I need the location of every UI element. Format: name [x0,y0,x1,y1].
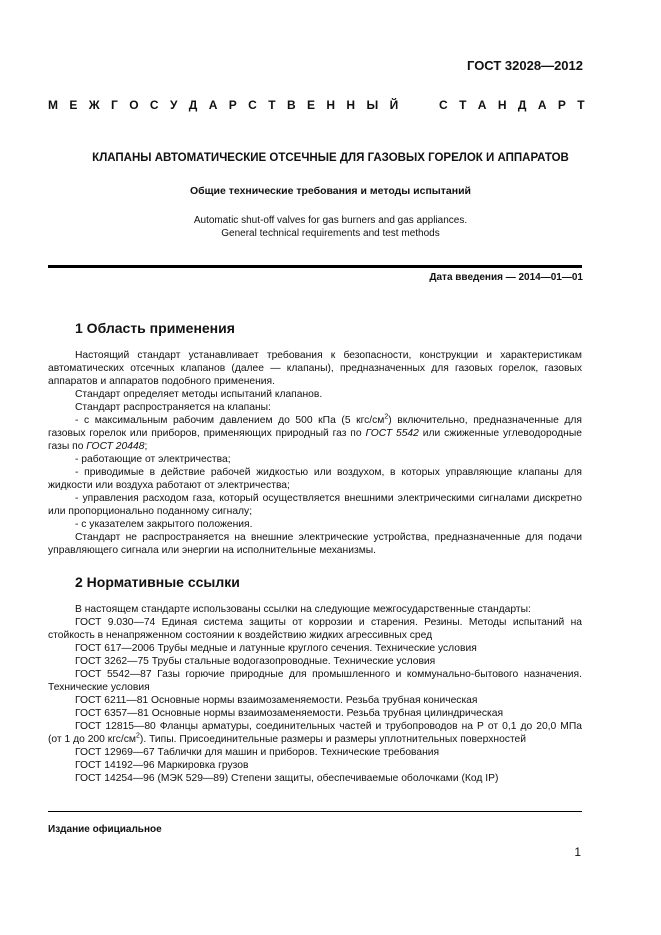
reference-item: ГОСТ 617—2006 Трубы медные и латунные круглого сечения. Технические условия [75,643,477,654]
paragraph: В настоящем стандарте использованы ссылки на следующие межгосударственные стандарты: [75,604,531,615]
list-item: - с указателем закрытого положения. [75,519,253,530]
heading-letter: Т [459,98,467,112]
reference-item: ГОСТ 6357—81 Основные нормы взаимозаменяемости. Резьба трубная цилиндрическая [75,708,504,719]
heading-letter: В [286,98,296,112]
reference-item: ГОСТ 14192—96 Маркировка грузов [75,760,249,771]
section-2-body [48,603,582,785]
heading-letter: Е [69,98,78,112]
reference-item: ГОСТ 12969—67 Таблички для машин и приборов. Технические требования [75,747,440,758]
heading-letter: Т [268,98,276,112]
footer-divider [48,811,582,812]
paragraph: Стандарт распространяется на клапаны: [75,402,271,413]
heading-letter: Й [389,98,399,112]
heading-letter: О [129,98,139,112]
heading-letter: Ж [88,98,100,112]
reference-item: ГОСТ 14254—96 (МЭК 529—89) Степени защиты, обеспечиваемые оболочками (Код IP) [75,773,499,784]
reference-link: ГОСТ 5542 [365,428,419,439]
list-item: - с максимальным рабочим давлением до 500 кПа (5 кгс/$см^2$) включительно, предназначенные для газовых горелок или приборов, применяющих природный газ по ГОСТ 5542 или сжиженные углеводородные газы по ГОСТ 20448; [48,413,582,452]
heading-letter: Ы [366,98,379,112]
english-title-line-1: Automatic shut-off valves for gas burners and gas appliances. [193,215,468,226]
heading-letter: Р [557,98,566,112]
heading-letter: Д [188,98,198,112]
heading-letter: У [169,98,178,112]
heading-letter: С [149,98,159,112]
edition-label: Издание официальное [48,824,162,835]
heading-letter: Р [228,98,237,112]
document-code: ГОСТ 32028—2012 [467,58,583,73]
section-2-heading: 2 Нормативные ссылки [75,574,240,590]
heading-letter [424,98,427,112]
paragraph: Настоящий стандарт устанавливает требования к безопасности, конструкции и характеристикам автоматических отсечных клапанов (далее — клапаны), предназначенных для газовых горелок, газовых аппаратов и аппаратов подобного применения. [48,350,582,387]
heading-letter: А [208,98,218,112]
page-number: 1 [574,845,581,859]
section-1-heading: 1 Область применения [75,320,235,336]
list-item: - работающие от электричества; [75,454,231,465]
english-title-line-2: General technical requirements and test methods [221,228,440,239]
reference-item: ГОСТ 5542—87 Газы горючие природные для промышленного и коммунально-бытового назначения. Технические условия [48,669,582,693]
reference-link: ГОСТ 20448 [86,441,145,452]
introduction-date: Дата введения — 2014—01—01 [429,272,583,283]
reference-item: ГОСТ 9.030—74 Единая система защиты от коррозии и старения. Резины. Методы испытаний на стойкость в ненапряженном состоянии к воздействию жидких агрессивных сред [48,617,582,641]
heading-letter: Т [577,98,585,112]
heading-letter: Н [346,98,356,112]
heading-letter: М [48,98,58,112]
heading-letter [410,98,413,112]
paragraph: Стандарт не распространяется на внешние электрические устройства, предназначенные для подачи управляющего сигнала или энергии на исполнительные механизмы. [48,532,582,556]
title-divider [48,265,582,268]
reference-item: ГОСТ 6211—81 Основные нормы взаимозаменяемости. Резьба трубная коническая [75,695,478,706]
document-title: КЛАПАНЫ АВТОМАТИЧЕСКИЕ ОТСЕЧНЫЕ ДЛЯ ГАЗОВЫХ ГОРЕЛОК И АППАРАТОВ [92,152,569,164]
heading-letter: Д [517,98,527,112]
reference-item: ГОСТ 12815—80 Фланцы арматуры, соединительных частей и трубопроводов на Р от 0,1 до 20,0 МПа (от 1 до 200 кгс/$см^2$). Типы. Присоединительные размеры и размеры уплотнительных поверхностей [48,721,582,745]
section-1-body [48,349,582,557]
heading-letter: Г [111,98,118,112]
paragraph: Стандарт определяет методы испытаний клапанов. [75,389,323,400]
list-item: - приводимые в действие рабочей жидкостью или воздухом, в которых управляющие клапаны для жидкости или воздуха работают от электричества; [48,467,582,491]
heading-letter: С [439,98,448,112]
heading-letter: А [477,98,487,112]
reference-item: ГОСТ 3262—75 Трубы стальные водогазопроводные. Технические условия [75,656,436,667]
heading-letter: Е [306,98,315,112]
heading-letter: А [537,98,547,112]
standard-type-heading [48,98,585,112]
heading-letter: С [248,98,257,112]
english-title [0,214,661,240]
heading-letter: Н [326,98,336,112]
list-item: - управления расходом газа, который осуществляется внешними электрическими сигналами дискретно или пропорционально поданному сигналу; [48,493,582,517]
document-subtitle: Общие технические требования и методы испытаний [190,185,471,197]
heading-letter: Н [497,98,507,112]
